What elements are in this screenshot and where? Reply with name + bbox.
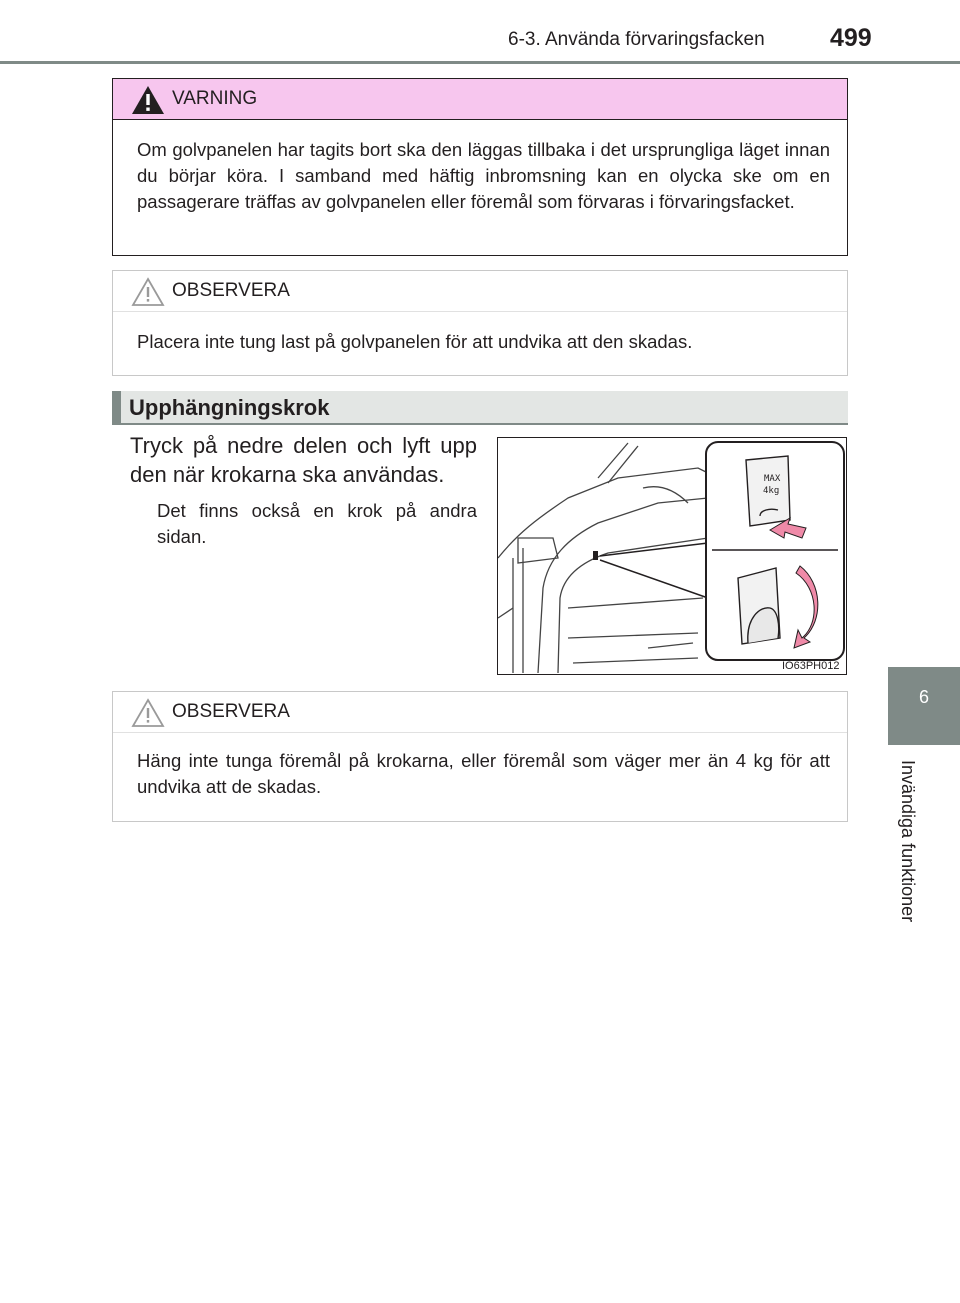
notice-text: Häng inte tunga föremål på krokarna, eller föremål som väger mer än 4 kg för att undvika att de skadas.: [137, 750, 830, 797]
max-label: MAX: [764, 474, 781, 484]
hook-location-marker: [593, 551, 598, 560]
notice-label: OBSERVERA: [172, 280, 290, 301]
warning-header: [113, 79, 847, 120]
notice-header: [113, 692, 847, 733]
warning-triangle-icon: [130, 84, 166, 116]
section-title: 6-3. Använda förvaringsfacken: [508, 29, 765, 50]
chapter-number: 6: [918, 687, 929, 707]
trunk-hook-illustration: [497, 437, 847, 675]
instruction-text: Tryck på nedre delen och lyft upp den när krokarna ska användas.: [130, 433, 477, 487]
warning-label: VARNING: [172, 88, 258, 109]
section-heading-label: Upphängningskrok: [129, 395, 330, 420]
notice-header: [113, 271, 847, 312]
section-heading: [112, 391, 848, 425]
caution-triangle-icon: [130, 276, 166, 308]
notice-label: OBSERVERA: [172, 701, 290, 722]
notice-box: [112, 691, 848, 822]
chapter-tab: [888, 667, 960, 745]
section-heading-bar: [112, 391, 121, 423]
illustration-code: IO63PH012: [782, 660, 840, 672]
notice-box: [112, 270, 848, 376]
page-number: 499: [830, 24, 872, 52]
chapter-title: Invändiga funktioner: [898, 760, 918, 923]
weight-label: 4kg: [763, 486, 780, 496]
warning-text: Om golvpanelen har tagits bort ska den läggas tillbaka i det ursprungliga läget innan du börjar köra. I samband med häftig inbromsning kan en olycka ske om en passagerare träffas av golvpanelen eller föremål som förvaras i förvaringsfacket.: [137, 139, 830, 212]
notice-text: Placera inte tung last på golvpanelen för att undvika att den skadas.: [137, 331, 693, 352]
caution-triangle-icon: [130, 697, 166, 729]
header-divider: [0, 61, 960, 64]
instruction-note: Det finns också en krok på andra sidan.: [157, 500, 477, 547]
trunk-drawing: [498, 438, 847, 675]
warning-box: [112, 78, 848, 256]
